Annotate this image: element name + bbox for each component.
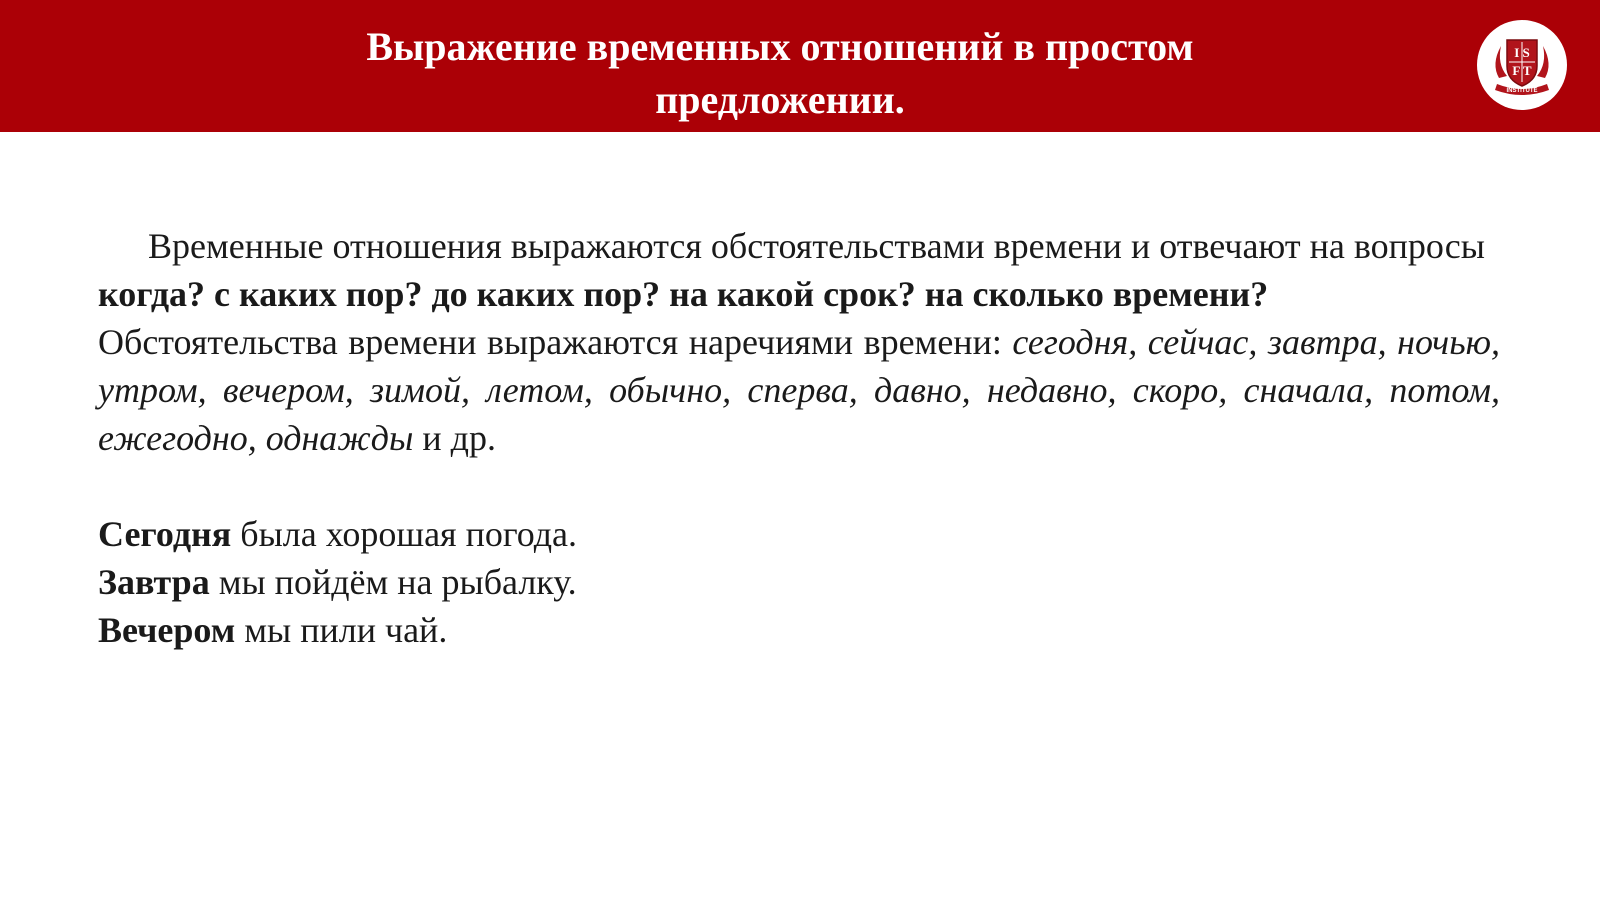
logo-ribbon-text: INSTITUTE xyxy=(1506,88,1538,94)
intro-questions: когда? с каких пор? до каких пор? на какой срок? на сколько времени? xyxy=(98,274,1269,314)
logo-letters-top: I S xyxy=(1514,45,1530,60)
example-2-rest: мы пойдём на рыбалку. xyxy=(209,562,577,602)
logo-letters-bottom: F T xyxy=(1512,63,1532,78)
example-sentence-1 xyxy=(98,510,1500,558)
example-sentence-3 xyxy=(98,606,1500,654)
intro-text: Временные отношения выражаются обстоятельствами времени и отвечают на вопросы xyxy=(148,226,1485,266)
adverbs-tail: и др. xyxy=(413,418,496,458)
example-sentence-2 xyxy=(98,558,1500,606)
adverbs-lead: Обстоятельства времени выражаются наречиями времени: xyxy=(98,322,1013,362)
slide-title xyxy=(250,20,1310,126)
example-1-adverb: Сегодня xyxy=(98,514,232,554)
slide-body xyxy=(98,222,1500,654)
example-3-adverb: Вечером xyxy=(98,610,236,650)
slide-header xyxy=(0,0,1600,132)
example-2-adverb: Завтра xyxy=(98,562,210,602)
adverbs-examples: сегодня, сейчас, завтра, ночью, утром, вечером, зимой, летом, обычно, сперва, давно, недавно, скоро, сначала, потом, ежегодно, однажды xyxy=(98,322,1500,458)
example-1-rest: была хорошая погода. xyxy=(231,514,577,554)
isft-logo-icon xyxy=(1477,20,1567,110)
example-3-rest: мы пили чай. xyxy=(235,610,448,650)
slide-title-line-1: Выражение временных отношений в простом xyxy=(366,24,1194,69)
slide-title-line-2: предложении. xyxy=(655,77,905,122)
paragraph-spacer xyxy=(98,462,1500,510)
intro-paragraph xyxy=(98,222,1500,318)
adverbs-paragraph xyxy=(98,318,1500,462)
